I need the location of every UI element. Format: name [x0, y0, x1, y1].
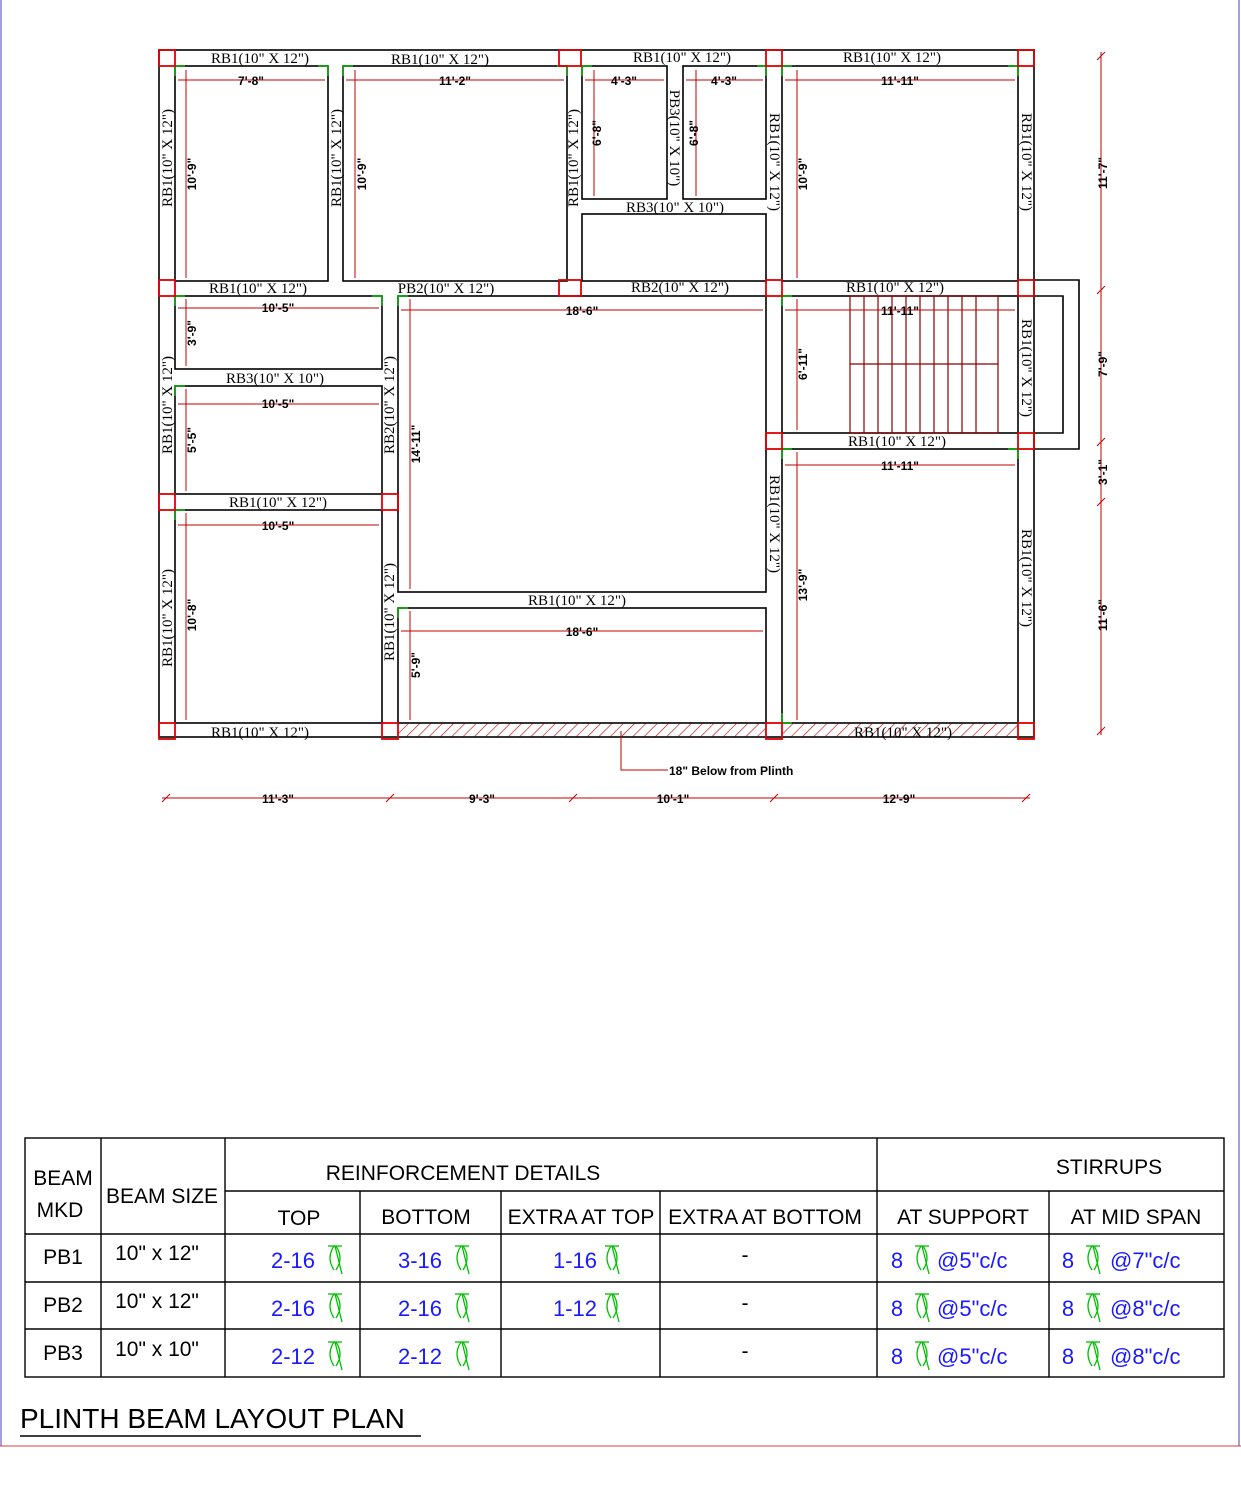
- bar-dia-icon: [1086, 1294, 1100, 1322]
- bar-dia-icon: [915, 1294, 929, 1322]
- column: [766, 50, 782, 66]
- bar-dia-icon: [915, 1246, 929, 1274]
- dimension-label: 6'-8": [590, 120, 604, 146]
- beam-label: RB2(10" X 12"): [630, 280, 730, 296]
- column: [1018, 280, 1034, 296]
- page-title: PLINTH BEAM LAYOUT PLAN: [20, 1403, 405, 1434]
- bar-dia-icon: [455, 1294, 469, 1322]
- cell-extra-bottom: -: [741, 1244, 749, 1267]
- beam-label: RB1(10" X 12"): [527, 593, 627, 609]
- bar-dia-icon: [455, 1342, 469, 1370]
- cell-mark: PB2: [43, 1294, 83, 1317]
- dimension-label: 7'-9": [1096, 351, 1110, 377]
- beam-label: RB1(10" X 12"): [382, 562, 398, 662]
- bar-dia-icon: [605, 1294, 619, 1322]
- column: [766, 280, 782, 296]
- cell-mark: PB1: [43, 1246, 83, 1269]
- staircase: [850, 296, 998, 433]
- column: [766, 433, 782, 449]
- dimension-label: 7'-8": [238, 74, 264, 88]
- cell-extra-top: 1-16: [552, 1248, 598, 1273]
- dimension-label: 11'-7": [1096, 157, 1110, 189]
- dimension-label: 14'-11": [409, 424, 423, 464]
- dimension-label: 4'-3": [711, 74, 737, 88]
- dimension-label: 18'-6": [565, 625, 599, 639]
- bar-dia-icon: [915, 1342, 929, 1370]
- dimension-label: 3'-9": [185, 320, 199, 346]
- dimension-label: 6'-11": [796, 348, 810, 380]
- beam-label: RB1(10" X 12"): [853, 725, 953, 741]
- beam-label: RB1(10" X 12"): [228, 495, 328, 511]
- column: [382, 494, 398, 510]
- beam-label: RB1(10" X 12"): [766, 112, 782, 212]
- dimension-label: 10'-5": [261, 301, 295, 315]
- cell-mid-dia: 8: [1061, 1296, 1075, 1321]
- cell-support-dia: 8: [890, 1296, 904, 1321]
- dimension-label: 10'-1": [656, 792, 690, 806]
- cell-mid-spacing: @8"c/c: [1110, 1344, 1181, 1369]
- beam-label: RB1(10" X 12"): [210, 725, 310, 741]
- bar-dia-icon: [328, 1294, 342, 1322]
- dimension-lines: [162, 52, 1105, 802]
- beam-label: RB1(10" X 12"): [1018, 318, 1034, 418]
- beam-label: PB3(10" X 10"): [666, 89, 682, 187]
- cell-support-dia: 8: [890, 1248, 904, 1273]
- beam-label: RB1(10" X 12"): [329, 108, 345, 208]
- dimension-label: 11'-11": [881, 459, 919, 473]
- bar-dia-icon: [1086, 1246, 1100, 1274]
- dimension-label: 10'-9": [796, 157, 810, 191]
- dimension-label: 11'-11": [881, 74, 919, 88]
- column: [1018, 50, 1034, 66]
- beam-label: RB1(10" X 12"): [160, 108, 176, 208]
- cell-bottom: 2-16: [397, 1296, 443, 1321]
- cell-support-spacing: @5"c/c: [937, 1248, 1008, 1273]
- beam-label: RB1(10" X 12"): [845, 280, 945, 296]
- column: [159, 280, 175, 296]
- beam-label: RB1(10" X 12"): [160, 568, 176, 668]
- header-at-support: AT SUPPORT: [897, 1206, 1029, 1229]
- dimension-label: 5'-9": [409, 652, 423, 678]
- column: [159, 494, 175, 510]
- cell-top: 2-12: [270, 1344, 316, 1369]
- beam-label: RB1(10" X 12"): [210, 51, 310, 67]
- column: [159, 50, 175, 66]
- header-reinforcement: REINFORCEMENT DETAILS: [325, 1162, 601, 1185]
- cell-support-dia: 8: [890, 1344, 904, 1369]
- cell-size: 10" x 10": [115, 1338, 199, 1361]
- dimension-label: 10'-5": [261, 397, 295, 411]
- beam-label: RB1(10" X 12"): [390, 52, 490, 68]
- cell-top: 2-16: [270, 1248, 316, 1273]
- beam-label: RB3(10" X 10"): [625, 200, 725, 216]
- dimension-label: 5'-5": [185, 427, 199, 453]
- header-stirrups: STIRRUPS: [1055, 1156, 1163, 1179]
- beam-label: RB3(10" X 10"): [225, 371, 325, 387]
- drawing-title: [20, 1403, 421, 1436]
- header-beam-mkd: BEAM: [33, 1167, 93, 1190]
- cell-extra-top: 1-12: [552, 1296, 598, 1321]
- cell-mark: PB3: [43, 1342, 83, 1365]
- cell-bottom: 2-12: [397, 1344, 443, 1369]
- dimension-label: 9'-3": [469, 792, 495, 806]
- header-beam-mkd: MKD: [36, 1199, 84, 1222]
- cell-bottom: 3-16: [397, 1248, 443, 1273]
- dimension-label: 18'-6": [565, 304, 599, 318]
- header-bottom: BOTTOM: [381, 1206, 471, 1229]
- dimension-label: 10'-9": [185, 157, 199, 191]
- dimension-label: 11'-6": [1096, 599, 1110, 631]
- dimension-label: 12'-9": [882, 792, 916, 806]
- dimension-label: 11'-11": [881, 304, 919, 318]
- cell-support-spacing: @5"c/c: [937, 1344, 1008, 1369]
- beam-label: RB1(10" X 12"): [208, 281, 308, 297]
- cell-top: 2-16: [270, 1296, 316, 1321]
- cell-mid-dia: 8: [1061, 1248, 1075, 1273]
- bar-dia-icon: [455, 1246, 469, 1274]
- header-extra-bottom: EXTRA AT BOTTOM: [668, 1206, 862, 1229]
- plinth-note: 18" Below from Plinth: [669, 764, 794, 778]
- cell-mid-spacing: @8"c/c: [1110, 1296, 1181, 1321]
- bar-dia-icon: [1086, 1342, 1100, 1370]
- dimension-label: 10'-8": [185, 598, 199, 632]
- beam-label: RB1(10" X 12"): [632, 50, 732, 66]
- reinforcement-table: [25, 1138, 1224, 1377]
- beam-label: RB2(10" X 12"): [382, 355, 398, 455]
- column: [559, 280, 581, 296]
- plan-walls: [159, 50, 1079, 737]
- beam-label: RB1(10" X 12"): [1018, 528, 1034, 628]
- cell-mid-spacing: @7"c/c: [1110, 1248, 1181, 1273]
- beam-label: RB1(10" X 12"): [847, 434, 947, 450]
- cell-extra-bottom: -: [741, 1340, 749, 1363]
- header-at-mid-span: AT MID SPAN: [1070, 1206, 1202, 1229]
- dimension-label: 10'-5": [261, 519, 295, 533]
- cell-support-spacing: @5"c/c: [937, 1296, 1008, 1321]
- dimension-label: 4'-3": [611, 74, 637, 88]
- column: [1018, 433, 1034, 449]
- dimension-label: 3'-1": [1096, 459, 1110, 485]
- beam-label: RB1(10" X 12"): [160, 355, 176, 455]
- cell-size: 10" x 12": [115, 1242, 199, 1265]
- table-rows: [43, 1242, 1180, 1370]
- header-extra-top: EXTRA AT TOP: [507, 1206, 655, 1229]
- beam-label: PB2(10" X 12"): [397, 281, 495, 297]
- cell-size: 10" x 12": [115, 1290, 199, 1313]
- header-beam-size: BEAM SIZE: [105, 1185, 219, 1208]
- column: [559, 50, 581, 66]
- bar-dia-icon: [328, 1246, 342, 1274]
- header-top: TOP: [277, 1207, 321, 1230]
- beam-label: RB1(10" X 12"): [842, 50, 942, 66]
- dimension-label: 11'-2": [439, 74, 471, 88]
- bar-dia-icon: [328, 1342, 342, 1370]
- cell-mid-dia: 8: [1061, 1344, 1075, 1369]
- beam-label: RB1(10" X 12"): [1018, 112, 1034, 212]
- cell-extra-bottom: -: [741, 1292, 749, 1315]
- dimension-labels: [185, 74, 1110, 806]
- dimension-label: 11'-3": [262, 792, 294, 806]
- beam-label: RB1(10" X 12"): [766, 474, 782, 574]
- dimension-label: 6'-8": [687, 120, 701, 146]
- beam-label: RB1(10" X 12"): [566, 108, 582, 208]
- dimension-label: 13'-9": [796, 568, 810, 602]
- dimension-label: 10'-9": [355, 157, 369, 191]
- bar-dia-icon: [605, 1246, 619, 1274]
